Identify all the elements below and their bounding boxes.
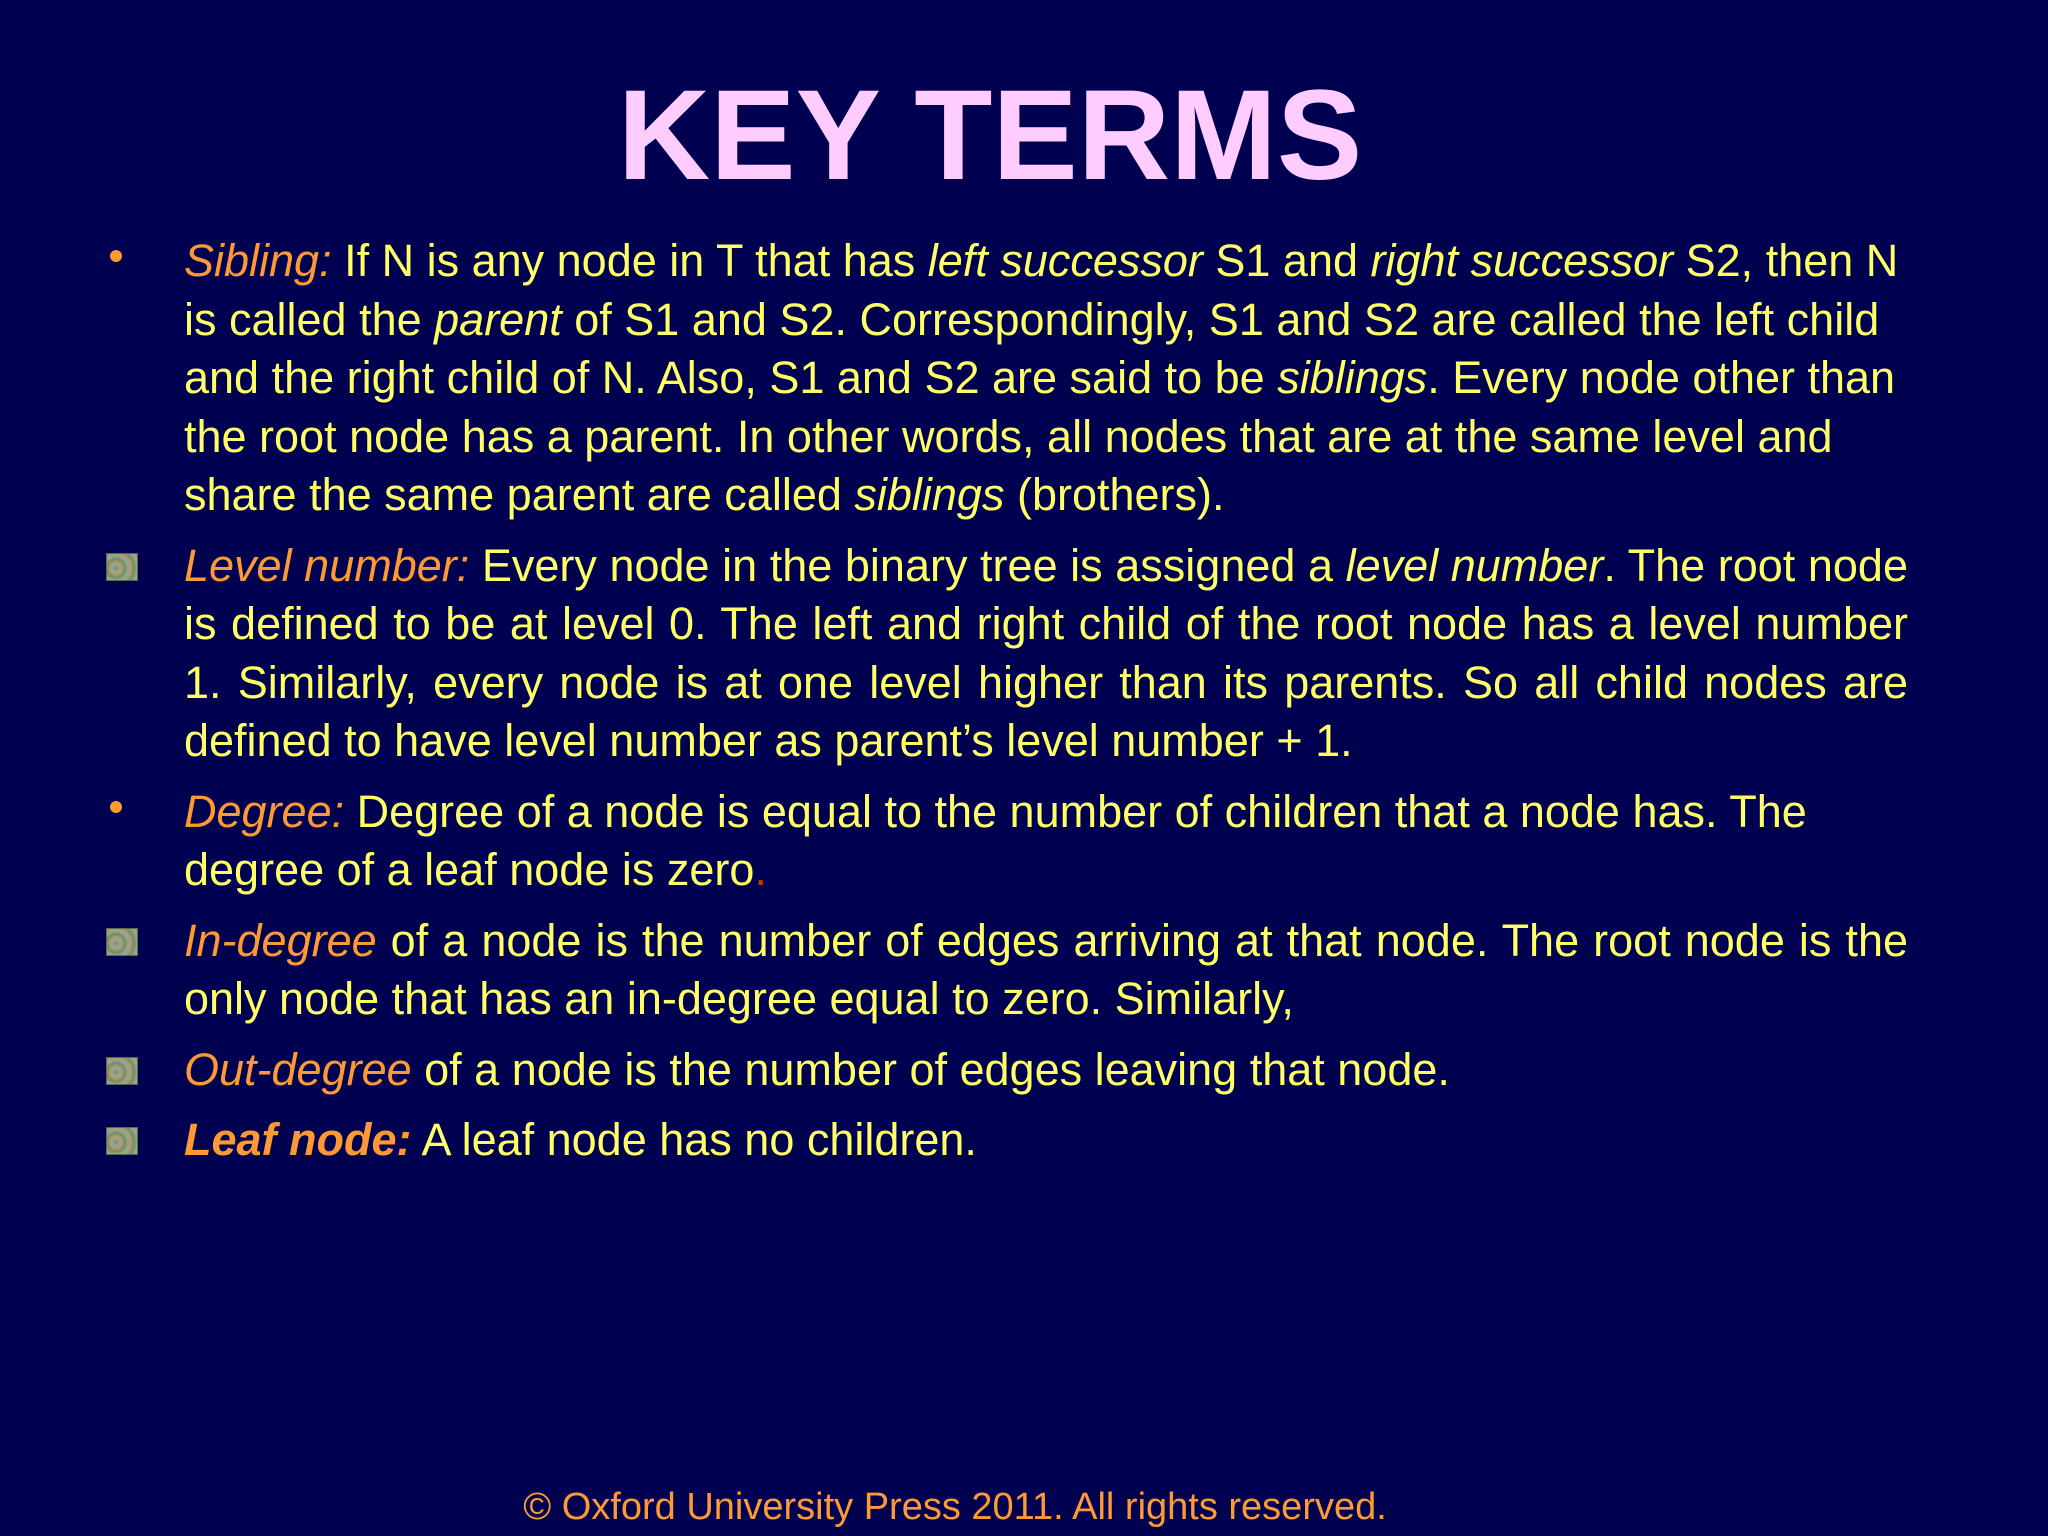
- textured-square-bullet-icon: [104, 912, 144, 970]
- text-segment: Degree of a node is equal to the number of children that a node has. The degree of a leaf node is zero: [184, 785, 1807, 895]
- bullet-dot-icon: [104, 232, 144, 290]
- term-degree: Degree:: [184, 785, 345, 837]
- text-segment: If N is any node in T that has: [331, 235, 928, 286]
- textured-square-bullet-icon: [104, 1041, 144, 1099]
- text-italic: right successor: [1370, 235, 1674, 286]
- term-sibling: Sibling:: [184, 235, 332, 286]
- text-segment: of a node is the number of edges leaving that node.: [411, 1043, 1450, 1095]
- list-item-in-degree: [104, 912, 1908, 1029]
- text-italic: siblings: [854, 469, 1005, 520]
- textured-square-bullet-icon: [104, 537, 144, 595]
- slide-title: KEY TERMS: [617, 64, 1363, 207]
- list-item-out-degree: [104, 1041, 1908, 1100]
- text-segment: S2, then N is called the: [184, 235, 1899, 345]
- list-item-leaf-node: [104, 1111, 1908, 1170]
- text-segment: A leaf node has no children.: [411, 1114, 977, 1165]
- text-segment: of a node is the number of edges arriving at that node. The root node is the only node that has an in-degree equal to zero. Similarly,: [184, 914, 1908, 1024]
- term-in-degree: In-degree: [184, 914, 377, 966]
- text-italic: left successor: [927, 235, 1203, 286]
- list-item-degree: [104, 783, 1908, 900]
- list-item-sibling: [104, 232, 1908, 525]
- textured-square-bullet-icon: [104, 1111, 144, 1169]
- text-segment: of S1 and S2. Correspondingly, S1 and S2 are called the left child and the right child of N. Also, S1 and S2 are said to be: [184, 293, 1880, 403]
- key-terms-list: [104, 232, 1908, 1182]
- list-item-level-number: [104, 537, 1908, 771]
- bullet-dot-icon: [104, 783, 144, 841]
- text-segment: . The root node is defined to be at level 0. The left and right child of the root node has a level number 1. Similarly, every node is at one level higher than its parents. So all child nodes are defined to have level number as parent’s level number + 1.: [184, 539, 1908, 766]
- term-level-number: Level number:: [184, 539, 470, 591]
- text-italic: siblings: [1277, 352, 1428, 403]
- text-italic: parent: [434, 293, 562, 345]
- term-leaf-node: Leaf node:: [184, 1114, 412, 1165]
- copyright-footer: © Oxford University Press 2011. All rights reserved.: [523, 1486, 1387, 1528]
- text-segment: Every node in the binary tree is assigned a: [469, 539, 1346, 591]
- text-segment: S1 and: [1202, 235, 1371, 286]
- text-period: .: [754, 844, 767, 895]
- text-segment: . Every node other than the root node has a parent. In other words, all nodes that are at the same level and share the same parent are called: [184, 352, 1896, 520]
- term-out-degree: Out-degree: [184, 1043, 412, 1095]
- text-segment: (brothers).: [1004, 469, 1225, 520]
- text-italic: level number: [1345, 539, 1604, 591]
